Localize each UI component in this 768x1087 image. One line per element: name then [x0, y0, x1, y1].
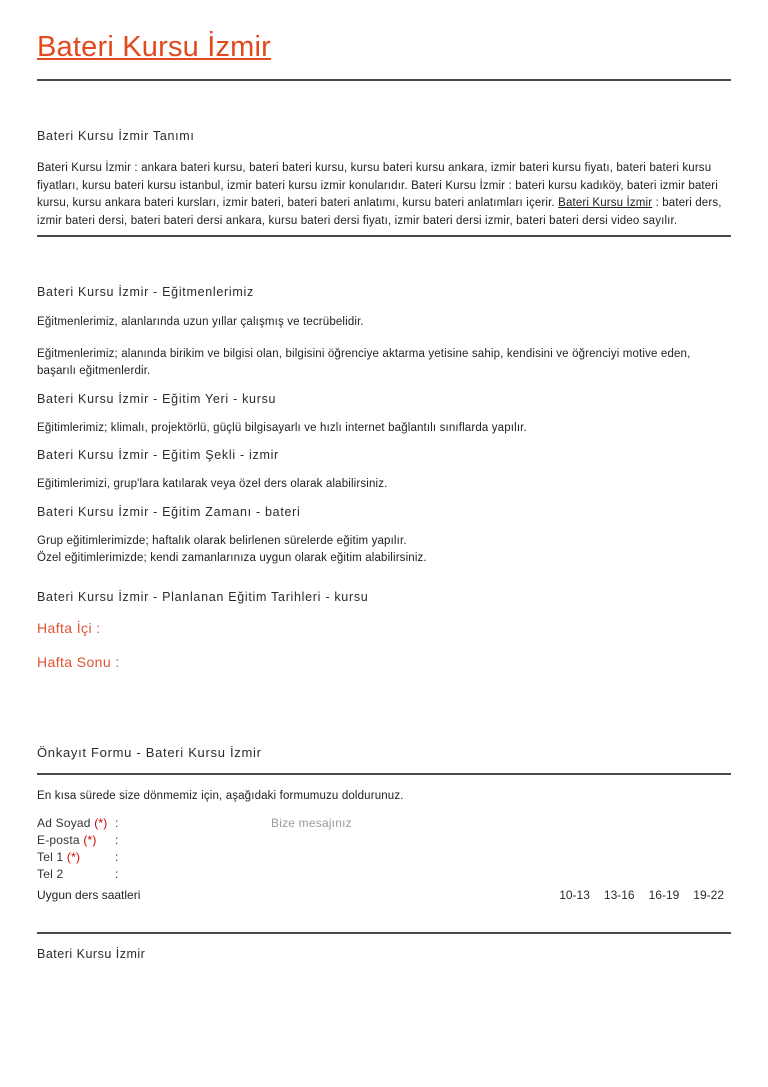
- tel2-label: [37, 866, 115, 883]
- schedule-hafta-sonu: Hafta Sonu :: [37, 653, 120, 670]
- onkayit-form: [37, 815, 731, 883]
- tel1-label: [37, 849, 115, 866]
- tel1-input[interactable]: [125, 849, 731, 866]
- ad-soyad-input[interactable]: [352, 815, 731, 832]
- form-intro-text: En kısa sürede size dönmemiz için, aşağıdaki formumuzu doldurunuz.: [37, 789, 404, 802]
- divider: [37, 773, 731, 775]
- page-title-link[interactable]: Bateri Kursu İzmir: [37, 31, 272, 63]
- divider: [37, 235, 731, 237]
- section-heading-egitmenlerimiz: Bateri Kursu İzmir - Eğitmenlerimiz: [37, 285, 254, 299]
- hour-option-10-13[interactable]: 10-13: [559, 888, 590, 902]
- section-heading-egitim-zamani: Bateri Kursu İzmir - Eğitim Zamanı - bateri: [37, 504, 301, 519]
- label-text: Tel 2: [37, 867, 64, 881]
- paragraph-egitim-zamani: [37, 533, 731, 568]
- intro-text-before: Bateri Kursu İzmir : ankara bateri kursu, bateri bateri kursu, kursu bateri kursu ankara, izmir bateri kursu fiyatı, bateri bateri kursu fiyatları, kursu bateri kursu istanbul, izmir bateri kursu izmir konularıdır. Bateri Kursu İzmir : bateri kursu kadıköy, bateri izmir bateri kursu, kursu ankara bateri kursları, izmir bateri, bateri bateri anlatımı, kursu bateri anlatımları içerir.: [37, 162, 718, 209]
- required-star: (*): [66, 850, 81, 864]
- eposta-input[interactable]: [125, 832, 731, 849]
- colon: :: [115, 867, 119, 881]
- paragraph-zamani-line2: Özel eğitimlerimizde; kendi zamanlarınıza uygun olarak eğitim alabilirsiniz.: [37, 552, 427, 564]
- intro-paragraph: [37, 160, 731, 230]
- eposta-label: [37, 832, 115, 849]
- hours-options: [559, 886, 724, 904]
- intro-text-after: : bateri ders, izmir bateri dersi, bateri bateri dersi ankara, kursu bateri dersi fiyatı, izmir bateri dersi izmir, bateri bateri dersi video sayılır.: [37, 197, 722, 227]
- divider: [37, 932, 731, 934]
- schedule-hafta-ici: Hafta İçi :: [37, 619, 101, 636]
- paragraph-egitim-sekli: Eğitimlerimizi, grup'lara katılarak veya özel ders olarak alabilirsiniz.: [37, 478, 388, 490]
- colon: :: [115, 816, 119, 830]
- label-text: Tel 1: [37, 850, 64, 864]
- form-row-ad-soyad: [37, 815, 731, 832]
- hour-option-19-22[interactable]: 19-22: [693, 888, 724, 902]
- colon: :: [115, 833, 119, 847]
- paragraph-egitmenler-1: Eğitmenlerimiz, alanlarında uzun yıllar çalışmış ve tecrübelidir.: [37, 316, 364, 328]
- section-heading-egitim-sekli: Bateri Kursu İzmir - Eğitim Şekli - izmir: [37, 448, 279, 462]
- hours-row: [37, 886, 731, 904]
- form-row-eposta: [37, 832, 731, 849]
- paragraph-egitmenler-2: Eğitmenlerimiz; alanında birikim ve bilgisi olan, bilgisini öğrenciye aktarma yetisine sahip, kendisini ve öğrenciyi motive eden, başarılı eğitmenlerdir.: [37, 347, 691, 377]
- required-star: (*): [94, 816, 108, 830]
- hours-label: Uygun ders saatleri: [37, 888, 141, 902]
- colon: :: [115, 850, 119, 864]
- section-heading-planlanan-tarihler: Bateri Kursu İzmir - Planlanan Eğitim Tarihleri - kursu: [37, 589, 369, 604]
- ad-soyad-label: [37, 815, 115, 832]
- paragraph-zamani-line1: Grup eğitimlerimizde; haftalık olarak belirlenen sürelerde eğitim yapılır.: [37, 534, 407, 547]
- required-star: (*): [83, 833, 97, 847]
- divider: [37, 79, 731, 81]
- hour-option-16-19[interactable]: 16-19: [648, 888, 680, 902]
- section-heading-egitim-yeri: Bateri Kursu İzmir - Eğitim Yeri - kursu: [37, 391, 277, 406]
- message-input[interactable]: Bize mesajınız: [271, 816, 352, 830]
- label-text: E-posta: [37, 833, 80, 847]
- form-row-tel1: [37, 849, 731, 866]
- paragraph-egitim-yeri: Eğitimlerimiz; klimalı, projektörlü, güçlü bilgisayarlı ve hızlı internet bağlantılı sınıflarda yapılır.: [37, 421, 527, 434]
- header: [37, 30, 731, 64]
- footer-title: Bateri Kursu İzmir: [37, 947, 146, 961]
- section-heading-onkayit-formu: Önkayıt Formu - Bateri Kursu İzmir: [37, 744, 262, 760]
- inline-link-bateri-kursu-izmir[interactable]: Bateri Kursu İzmir: [558, 197, 653, 209]
- tel2-input[interactable]: [125, 866, 731, 883]
- label-text: Ad Soyad: [37, 816, 91, 830]
- form-row-tel2: [37, 866, 731, 883]
- section-heading-tanimi: Bateri Kursu İzmir Tanımı: [37, 129, 195, 143]
- hour-option-13-16[interactable]: 13-16: [603, 888, 635, 902]
